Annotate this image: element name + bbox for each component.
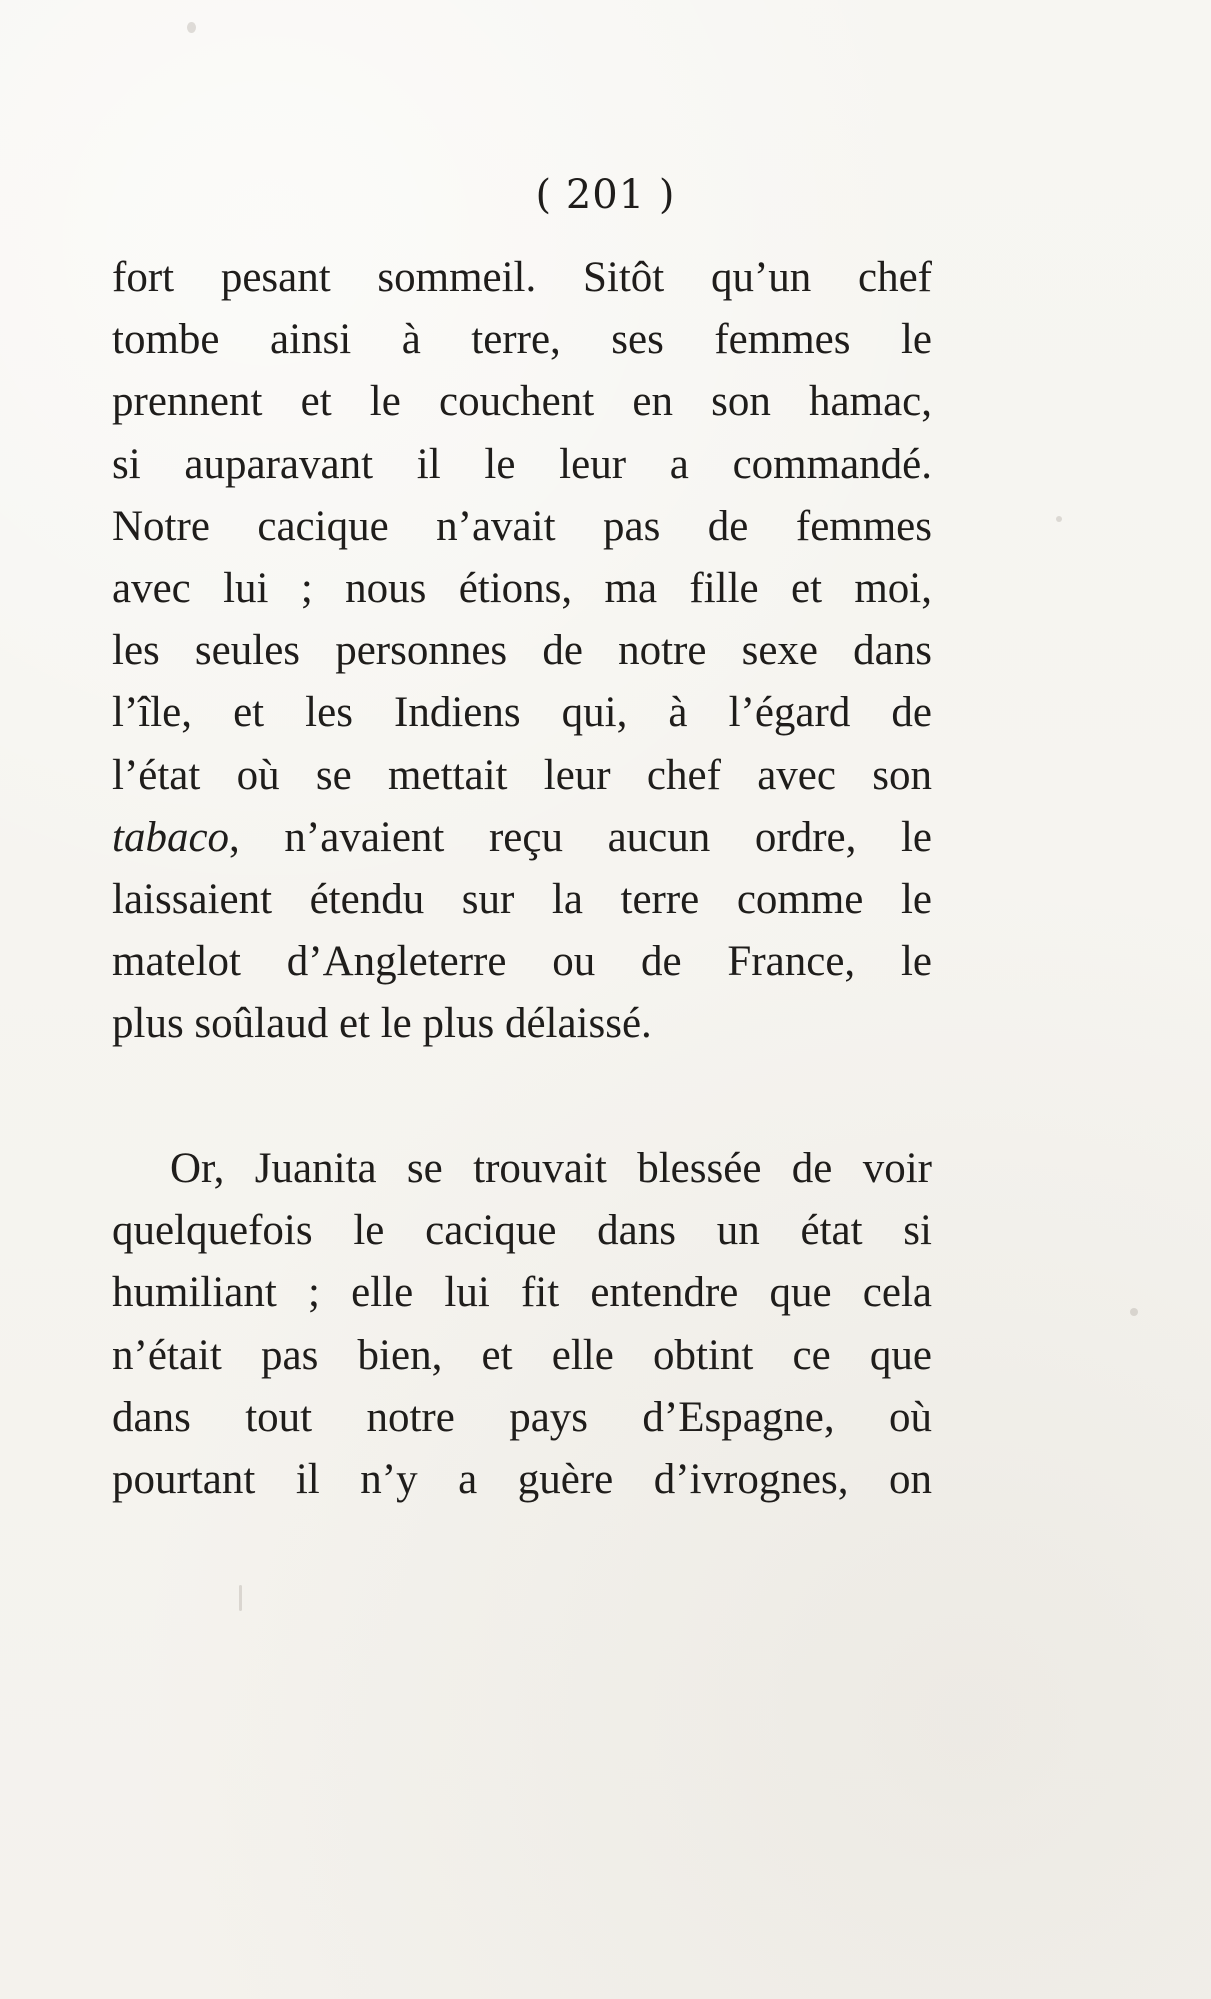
text-line: tombe ainsi à terre, ses femmes le [112, 316, 932, 364]
text-line: fort pesant sommeil. Sitôt qu’un chef [112, 254, 932, 301]
text-line: l’île, et les Indiens qui, à l’égard de [112, 689, 932, 737]
text-line: les seules personnes de notre sexe dans [112, 627, 932, 675]
text-line: quelquefois le cacique dans un état si [112, 1207, 932, 1255]
paragraph-2 [112, 1138, 932, 1511]
paper-speck [239, 1585, 242, 1611]
text-line-italic [112, 807, 932, 869]
text-line-rest: , n’avaient reçu aucun ordre, le [229, 813, 932, 861]
paper-speck [187, 22, 196, 33]
text-line: matelot d’Angleterre ou de France, le [112, 938, 932, 986]
paper-speck [1130, 1308, 1138, 1316]
paper-speck [1056, 516, 1062, 522]
text-line: humiliant ; elle lui fit entendre que cela [112, 1269, 932, 1317]
text-line: laissaient étendu sur la terre comme le [112, 876, 932, 924]
text-line: n’était pas bien, et elle obtint ce que [112, 1331, 932, 1379]
text-line: pourtant il n’y a guère d’ivrognes, on [112, 1456, 932, 1504]
page-number: ( 201 ) [535, 172, 676, 218]
text-line: si auparavant il le leur a commandé. [112, 440, 932, 488]
text-line: Notre cacique n’avait pas de femmes [112, 502, 932, 550]
text-line: avec lui ; nous étions, ma fille et moi, [112, 565, 932, 613]
text-line: Or, Juanita se trouvait blessée de voir [170, 1145, 932, 1192]
paragraph-1 [112, 247, 932, 1056]
italic-word: tabaco [112, 813, 230, 861]
text-line: dans tout notre pays d’Espagne, où [112, 1393, 932, 1441]
text-line: plus soûlaud et le plus délaissé. [112, 1000, 652, 1048]
text-line: prennent et le couchent en son hamac, [112, 378, 932, 426]
text-line: l’état où se mettait leur chef avec son [112, 751, 932, 799]
